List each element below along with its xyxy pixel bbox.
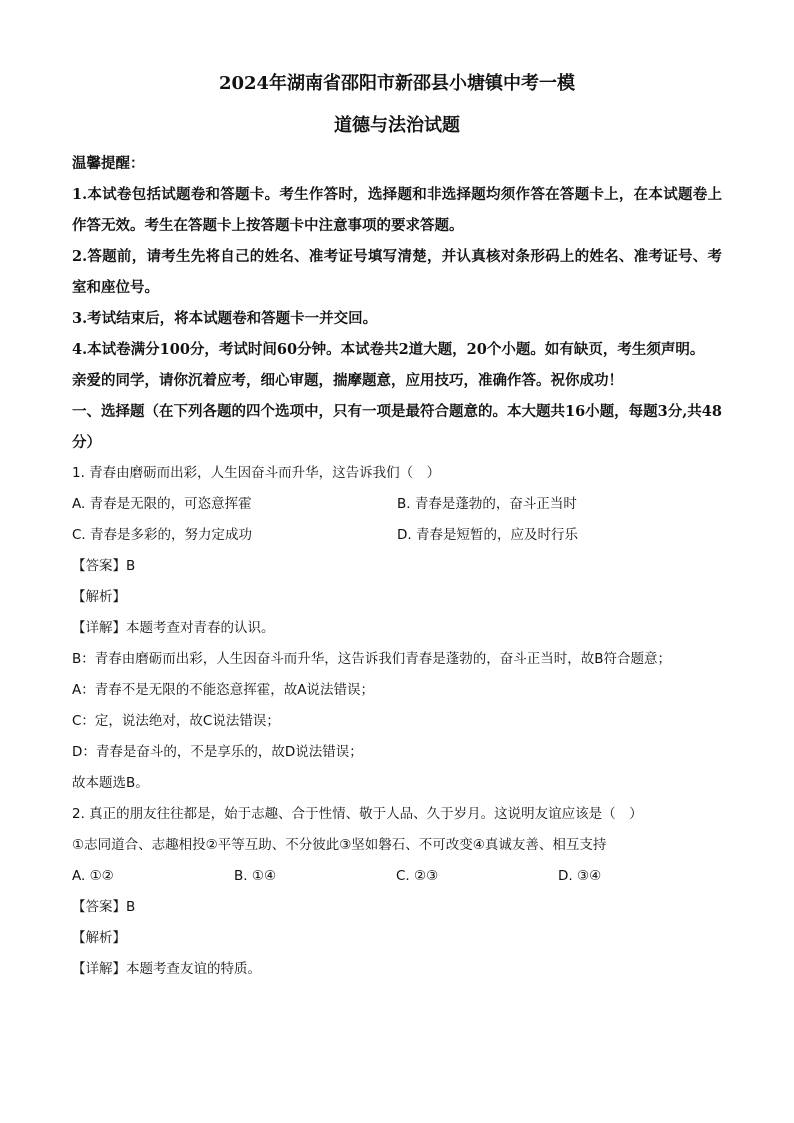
section-heading: 一、选择题（在下列各题的四个选项中，只有一项是最符合题意的。本大题共16小题，每题3分,共48分） <box>72 403 722 451</box>
option-b: B. 青春是蓬勃的，奋斗正当时 <box>397 496 577 512</box>
page-subtitle: 道德与法治试题 <box>334 115 460 136</box>
notice-item-1: 1.本试卷包括试题卷和答题卡。考生作答时，选择题和非选择题均须作答在答题卡上，在本试题卷上作答无效。考生在答题卡上按答题卡中注意事项的要求答题。 <box>72 186 722 234</box>
conclusion-line: 故本题选B。 <box>72 775 149 791</box>
option-b: B. ①④ <box>234 868 277 884</box>
question-2 <box>72 799 722 985</box>
analysis-label: 【解析】 <box>72 930 126 946</box>
option-c: C. 青春是多彩的，努力定成功 <box>72 527 253 543</box>
notice-block <box>72 148 722 396</box>
detail-text: 【详解】本题考查对青春的认识。 <box>72 620 275 636</box>
explanation-line: D：青春是奋斗的，不是享乐的，故D说法错误； <box>72 744 363 760</box>
explanation-line: B：青春由磨砺而出彩，人生因奋斗而升华，这告诉我们青春是蓬勃的，奋斗正当时，故B符合题意； <box>72 651 672 667</box>
question-stem: 2. 真正的朋友往往都是，始于志趣、合于性情、敬于人品、久于岁月。这说明友谊应该是（ ） <box>72 806 643 822</box>
question-1 <box>72 458 722 799</box>
page-title: 2024年湖南省邵阳市新邵县小塘镇中考一模 <box>218 73 576 94</box>
option-c: C. ②③ <box>396 868 439 884</box>
options-row <box>72 520 722 551</box>
option-d: D. ③④ <box>558 868 602 884</box>
notice-item-2: 2.答题前，请考生先将自己的姓名、准考证号填写清楚，并认真核对条形码上的姓名、准考证号、考室和座位号。 <box>72 248 722 296</box>
options-row <box>72 489 722 520</box>
notice-heading: 温馨提醒： <box>72 155 145 172</box>
explanation-line: C：定，说法绝对，故C说法错误； <box>72 713 280 729</box>
greeting: 亲爱的同学，请你沉着应考，细心审题，揣摩题意，应用技巧，准确作答。祝你成功！ <box>72 372 623 389</box>
notice-item-4: 4.本试卷满分100分，考试时间60分钟。本试卷共2道大题，20个小题。如有缺页，考生须声明。 <box>72 341 705 358</box>
option-d: D. 青春是短暂的，应及时行乐 <box>397 527 578 543</box>
answer-label: 【答案】B <box>72 558 136 574</box>
exam-page <box>72 70 722 985</box>
question-stem: 1. 青春由磨砺而出彩，人生因奋斗而升华，这告诉我们（ ） <box>72 465 441 481</box>
statement-items: ①志同道合、志趣相投②平等互助、不分彼此③坚如磐石、不可改变④真诚友善、相互支持 <box>72 837 607 853</box>
options-row <box>72 861 722 892</box>
option-a: A. 青春是无限的，可恣意挥霍 <box>72 496 252 512</box>
explanation-line: A：青春不是无限的不能恣意挥霍，故A说法错误； <box>72 682 374 698</box>
answer-label: 【答案】B <box>72 899 136 915</box>
detail-text: 【详解】本题考查友谊的特质。 <box>72 961 261 977</box>
notice-item-3: 3.考试结束后，将本试题卷和答题卡一并交回。 <box>72 310 378 327</box>
analysis-label: 【解析】 <box>72 589 126 605</box>
option-a: A. ①② <box>72 868 114 884</box>
